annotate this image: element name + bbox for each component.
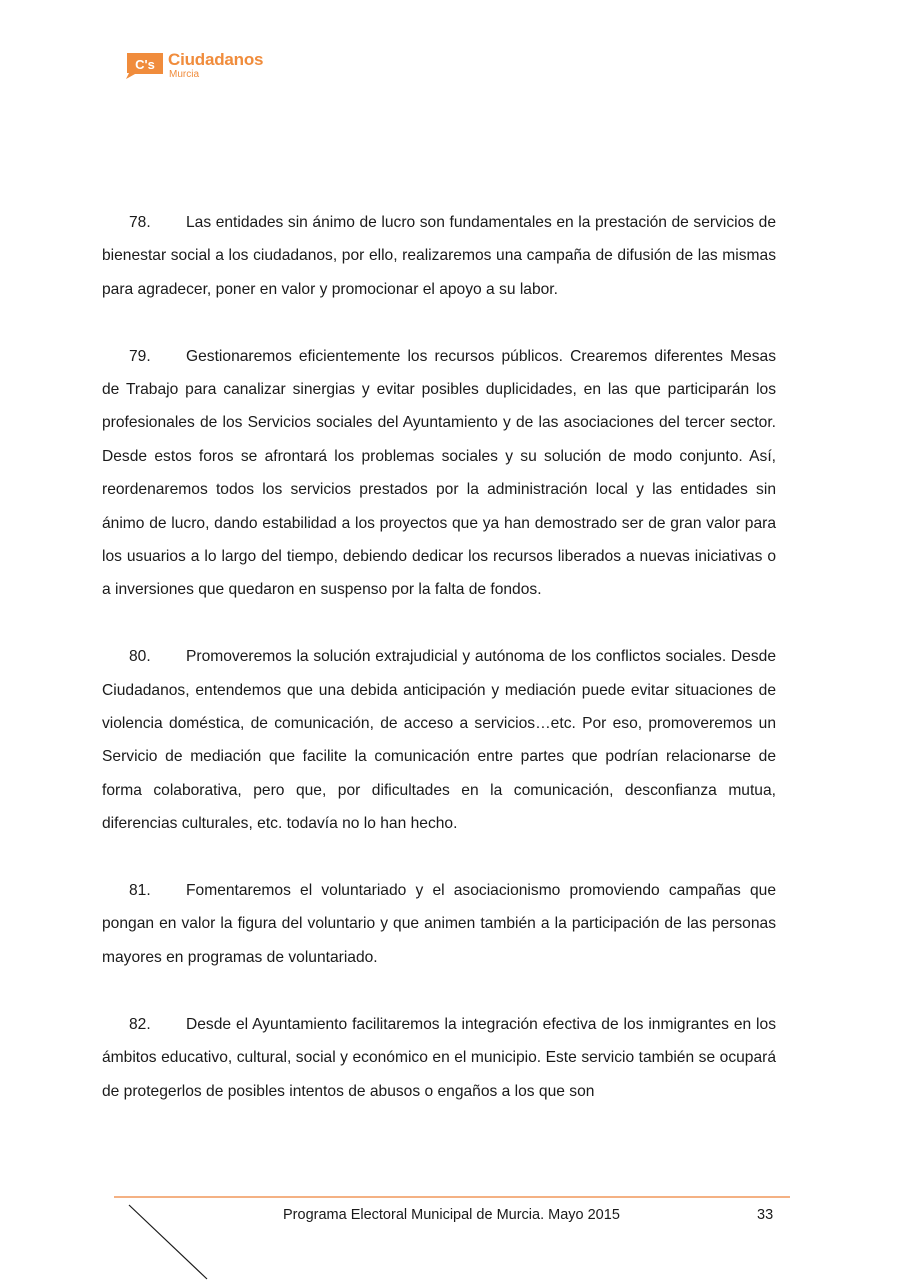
ciudadanos-logo [124,48,274,86]
paragraph-text: Las entidades sin ánimo de lucro son fundamentales en la prestación de servicios de bienestar social a los ciudadanos, por ello, realizaremos una campaña de difusión de las mismas para agradecer, poner en valor y promocionar el apoyo a su labor. [102,214,776,298]
paragraph-number: 82. [129,1015,151,1033]
paragraph-number: 79. [129,347,151,365]
logo-badge-icon [124,52,164,80]
paragraph-79 [102,340,776,607]
paragraph-number: 81. [129,882,151,900]
paragraph-text: Fomentaremos el voluntariado y el asociacionismo promoviendo campañas que pongan en valor la figura del voluntario y que animen también a la participación de las personas mayores en programas de voluntariado. [102,882,776,966]
paragraph-number: 80. [129,648,151,666]
footer-diagonal-line [128,1204,208,1280]
page-number: 33 [757,1207,774,1223]
logo-name: Ciudadanos [168,50,264,69]
paragraph-number: 78. [129,214,151,231]
document-body [102,206,776,1141]
logo-subtitle: Murcia [169,69,200,80]
footer-divider [114,1196,790,1198]
paragraph-82 [102,1008,776,1108]
footer-title: Programa Electoral Municipal de Murcia. Mayo 2015 [283,1207,620,1223]
paragraph-81 [102,874,776,974]
paragraph-80 [102,640,776,840]
paragraph-text: Desde el Ayuntamiento facilitaremos la integración efectiva de los inmigrantes en los ámbitos educativo, cultural, social y económico en el municipio. Este servicio también se ocupará de protegerlos de posibles intentos de abusos o engaños a los que son [102,1015,776,1100]
paragraph-text: Gestionaremos eficientemente los recursos públicos. Crearemos diferentes Mesas de Trabajo para canalizar sinergias y evitar posibles duplicidades, en las que participarán los profesionales de los Servicios sociales del Ayuntamiento y de las asociaciones del tercer sector. Desde estos foros se afrontará los problemas sociales y su solución de modo conjunto. Así, reordenaremos todos los servicios prestados por la administración local y las entidades sin ánimo de lucro, dando estabilidad a los proyectos que ya han demostrado ser de gran valor para los usuarios a lo largo del tiempo, debiendo dedicar los recursos liberados a nuevas iniciativas o a inversiones que quedaron en suspenso por la falta de fondos. [102,347,776,599]
logo-badge-text: C's [135,57,155,72]
paragraph-text: Promoveremos la solución extrajudicial y autónoma de los conflictos sociales. Desde Ciudadanos, entendemos que una debida anticipación y mediación puede evitar situaciones de violencia doméstica, de comunicación, de acceso a servicios…etc. Por eso, promoveremos un Servicio de mediación que facilite la comunicación entre partes que podrían relacionarse de forma colaborativa, pero que, por dificultades en la comunicación, desconfianza mutua, diferencias culturales, etc. todavía no lo han hecho. [102,648,776,833]
paragraph-78 [102,206,776,306]
